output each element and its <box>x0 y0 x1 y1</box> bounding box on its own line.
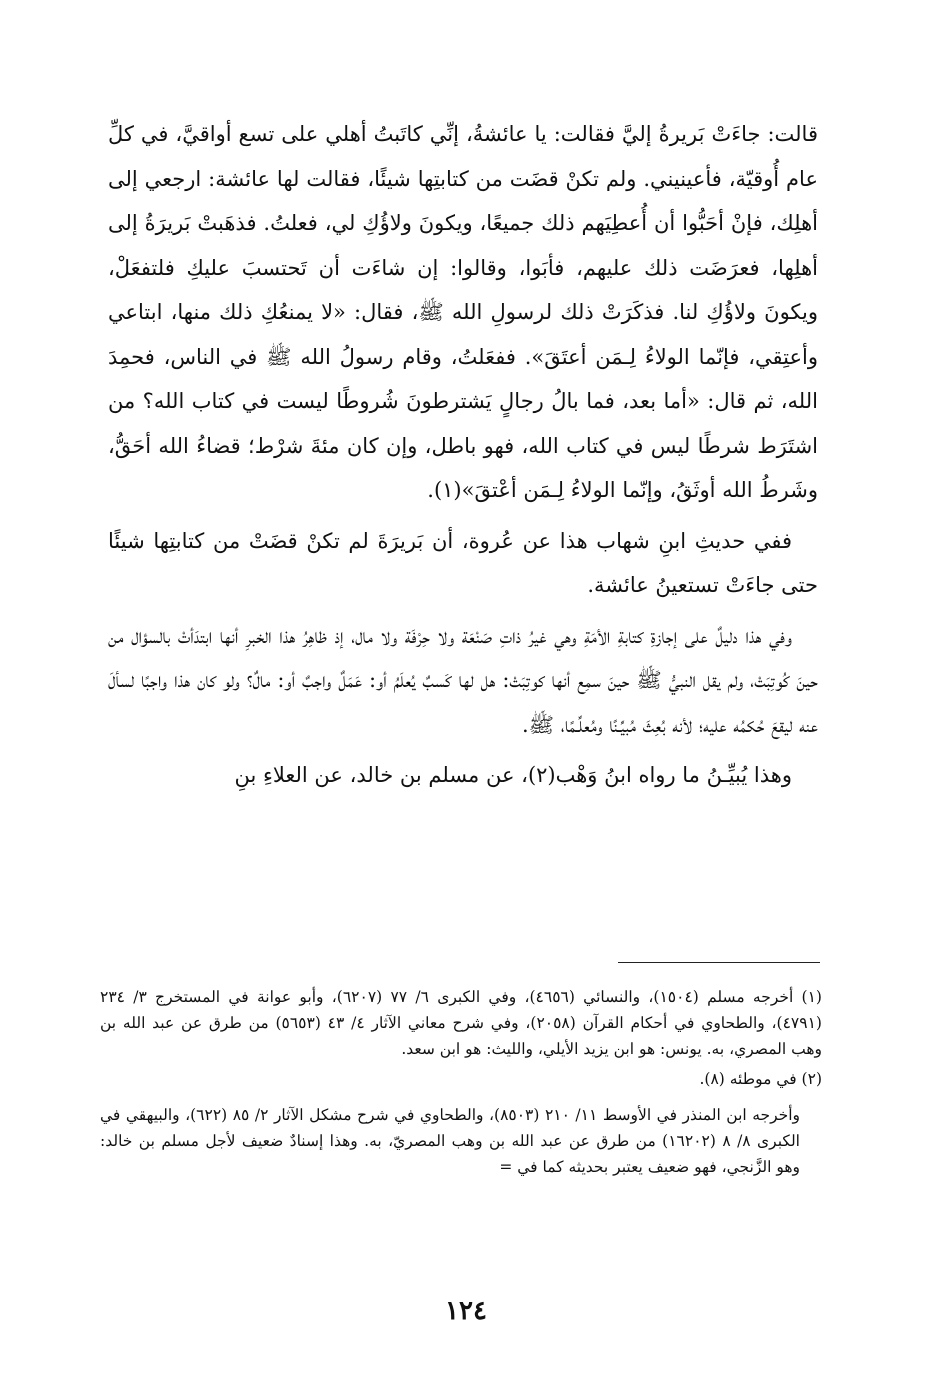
page-number: ١٢٤ <box>445 1296 487 1326</box>
paragraph-2: ففي حديثِ ابنِ شهاب هذا عن عُروة، أن بَريرَةَ لم تكنْ قضَتْ من كتابتِها شيئًا حتى جاءَتْ تستعينُ عائشة. <box>108 528 818 597</box>
footnote-separator <box>618 962 820 963</box>
footnotes <box>100 984 822 1180</box>
footnote-2-continuation: وأخرجه ابن المنذر في الأوسط ١١/ ٢١٠ (٨٥٠٣)، والطحاوي في شرح مشكل الآثار ٢/ ٨٥ (٦٢٢)، والبيهقي في الكبرى ٨/ ٨ (١٦٢٠٢) من طرق عن عبد الله بن وهب المصريّ، به. وهذا إسنادٌ ضعيف لأجل مسلم بن خالد: وهو الزَّنجي، فهو ضعيف يعتبر بحديثه كما في = <box>100 1106 801 1176</box>
footnote-2: (٢) في موطئه (٨). <box>699 1070 822 1088</box>
footnote-1: (١) أخرجه مسلم (١٥٠٤)، والنسائي (٤٦٥٦)، وفي الكبرى ٦/ ٧٧ (٦٢٠٧)، وأبو عوانة في المستخرج ٣/ ٢٣٤ (٤٧٩١)، والطحاوي في أحكام القرآن (٢٠٥٨)، وفي شرح معاني الآثار ٤/ ٤٣ (٥٦٥٣) من طرق عن عبد الله بن وهب المصري، به. يونس: هو ابن يزيد الأيلي، والليث: هو ابن سعد. <box>100 988 822 1058</box>
main-text <box>108 112 818 804</box>
paragraph-3: وفي هذا دليلٌ على إجازةِ كتابةِ الأمَةِ وهي غيرُ ذاتِ صَنْعَة ولا حِرْفَة ولا مال، إذ ظاهِرُ هذا الخبرِ أنها ابتدَأتْ بالسؤال من حينَ كُوتِبَتْ، ولم يقل النبيُّ ﷺ حينَ سمِع أنها كوتِبَتْ: هل لها كَسبٌ يُعلَمُ أو: عَمَلٌ واجبٌ أو: مالٌ؟ ولو كان هذا واجبًا لسألَ عنه ليقعَ حُكمُه عليه؛ لأنه بُعِثَ مُبيِّـنًا ومُعلِّـمًا، ﷺ. <box>108 623 818 737</box>
paragraph-1: قالت: جاءَتْ بَريرةُ إليَّ فقالت: يا عائشةُ، إنِّي كاتَبتُ أهلي على تسع أواقيَّ، في كلِّ عام أُوقيّة، فأعينيني. ولم تكنْ قضَت من كتابتِها شيئًا، فقالت لها عائشة: ارجعي إلى أهلِك، فإنْ أحَبُّوا أن أُعطِيَهم ذلك جميعًا، ويكونَ ولاؤُكِ لي، فعلتُ. فذهَبتْ بَريرَةُ إلى أهلِها، فعرَضَت ذلك عليهم، فأبَوا، وقالوا: إن شاءَت أن تَحتسبَ عليكِ فلتفعَلْ، ويكونَ ولاؤُكِ لنا. فذكَرَتْ ذلك لرسولِ الله ﷺ، فقال: «لا يمنعُكِ ذلك منها، ابتاعي وأعتِقي، فإنّما الولاءُ لِـمَن أعتَقَ». ففعَلتُ، وقام رسولُ الله ﷺ في الناس، فحمِدَ الله، ثم قال: «أما بعد، فما بالُ رجالٍ يَشترطونَ شُروطًا ليست في كتاب الله؟ من اشتَرَط شرطًا ليس في كتاب الله، فهو باطل، وإن كان مئةَ شرْط؛ قضاءُ الله أحَقُّ، وشَرطُ الله أوثَقُ، وإنّما الولاءُ لِـمَن أعْتقَ»(١). <box>108 122 818 502</box>
paragraph-4: وهذا يُبيِّـنُ ما رواه ابنُ وَهْب(٢)، عن مسلم بن خالد، عن العلاءِ بنِ <box>234 763 792 787</box>
